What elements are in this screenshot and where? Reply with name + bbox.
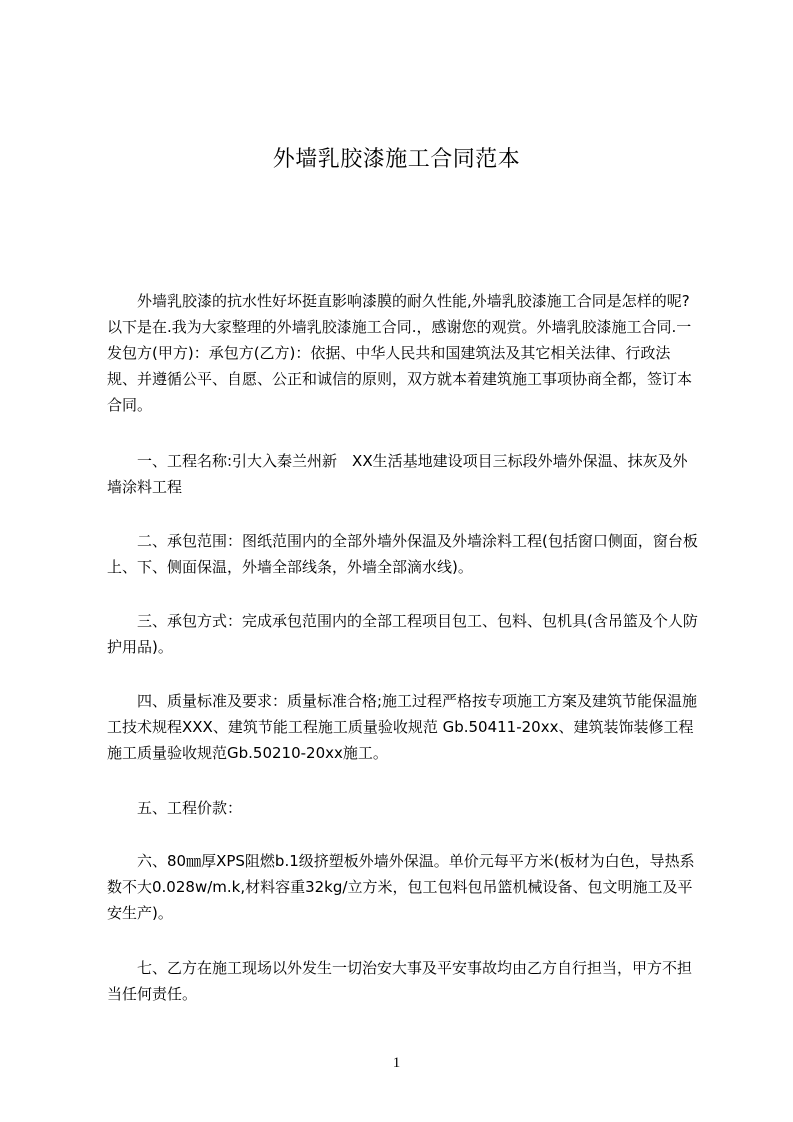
page-number: 1 bbox=[392, 1055, 401, 1071]
paragraph-quality-standard: 四、质量标准及要求：质量标准合格;施工过程严格按专项施工方案及建筑节能保温施工技术规程XXX、建筑节能工程施工质量验收规范 Gb.50411-20xx、建筑装饰装修工程施工质量验收规范Gb.50210-20xx施工。 bbox=[107, 692, 698, 762]
paragraph-safety-responsibility: 七、乙方在施工现场以外发生一切治安大事及平安事故均由乙方自行担当，甲方不担当任何责任。 bbox=[107, 959, 693, 1003]
paragraph-intro: 外墙乳胶漆的抗水性好坏挺直影响漆膜的耐久性能,外墙乳胶漆施工合同是怎样的呢?以下是在.我为大家整理的外墙乳胶漆施工合同.，感谢您的观赏。外墙乳胶漆施工合同.一发包方(甲方)：承包方(乙方)：依据、中华人民共和国建筑法及其它相关法律、行政法规、并遵循公平、自愿、公正和诚信的原则，双方就本着建筑施工事项协商全都，签订本合同。 bbox=[107, 292, 693, 414]
paragraph-contract-method: 三、承包方式：完成承包范围内的全部工程项目包工、包料、包机具(含吊篮及个人防护用品)。 bbox=[107, 612, 698, 656]
paragraph-contract-scope: 二、承包范围：图纸范围内的全部外墙外保温及外墙涂料工程(包括窗口侧面，窗台板上、下、侧面保温，外墙全部线条，外墙全部滴水线)。 bbox=[107, 532, 698, 576]
paragraph-project-name: 一、工程名称:引大入秦兰州新 XX生活基地建设项目三标段外墙外保温、抹灰及外墙涂料工程 bbox=[107, 452, 688, 496]
paragraph-insulation-price: 六、80㎜厚XPS阻燃b.1级挤塑板外墙外保温。单价元每平方米(板材为白色，导热系数不大0.028w/m.k,材料容重32kg/立方米，包工包料包吊篮机械设备、包文明施工及平安生产)。 bbox=[107, 852, 695, 922]
document-title: 外墙乳胶漆施工合同范本 bbox=[272, 147, 521, 172]
paragraph-project-price: 五、工程价款： bbox=[137, 799, 243, 817]
